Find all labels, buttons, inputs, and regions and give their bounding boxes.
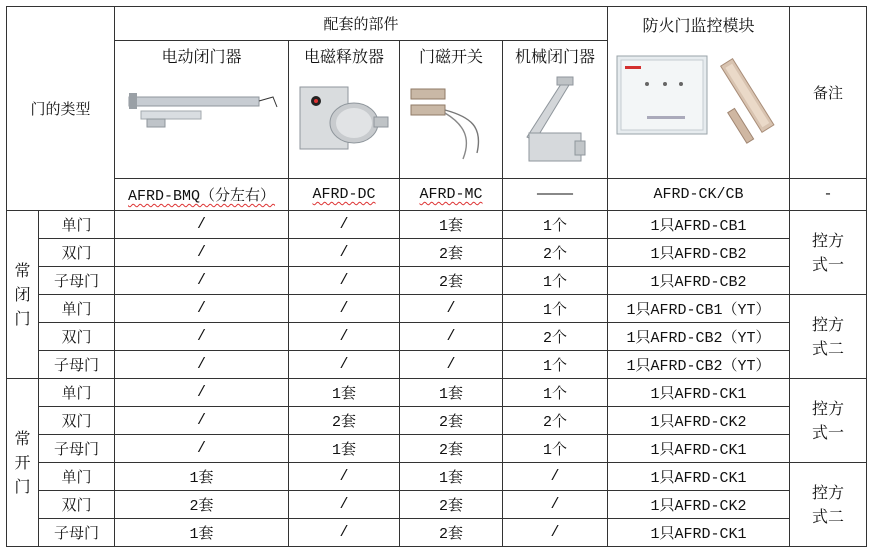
table-cell: 1只AFRD-CB2 [608, 239, 790, 267]
table-cell: / [115, 407, 289, 435]
magnetic-door-switch-icon [401, 67, 501, 167]
table-cell: / [115, 211, 289, 239]
table-cell: / [400, 351, 503, 379]
electromagnetic-release-icon [290, 67, 398, 167]
table-cell: 1套 [289, 379, 400, 407]
table-cell: 1套 [400, 379, 503, 407]
table-cell: 2套 [400, 519, 503, 547]
part-electromagnetic-release [289, 41, 400, 179]
monitor-module-header-cell [608, 7, 790, 179]
table-cell: / [115, 435, 289, 463]
table-cell: 1只AFRD-CK1 [608, 379, 790, 407]
group-normally-open [7, 379, 39, 547]
table-cell: 2套 [115, 491, 289, 519]
matching-parts-header: 配套的部件 [115, 7, 608, 41]
table-cell: 1个 [503, 435, 608, 463]
table-cell: 2套 [289, 407, 400, 435]
door-type-cell: 单门 [39, 295, 115, 323]
table-cell: 2套 [400, 491, 503, 519]
table-cell: 1套 [400, 463, 503, 491]
table-cell: / [289, 239, 400, 267]
part-name: 电磁释放器 [304, 47, 385, 66]
table-cell: / [289, 491, 400, 519]
door-type-cell: 双门 [39, 491, 115, 519]
electric-door-closer-icon [117, 67, 287, 167]
table-cell: 1只AFRD-CB1（YT） [608, 295, 790, 323]
table-cell: / [115, 295, 289, 323]
table-cell: / [115, 323, 289, 351]
table-cell: / [115, 379, 289, 407]
table-cell: / [115, 351, 289, 379]
door-type-cell: 子母门 [39, 435, 115, 463]
remark-cell: 控方式二 [790, 295, 867, 379]
table-cell: / [400, 295, 503, 323]
door-type-cell: 单门 [39, 211, 115, 239]
fire-door-spec-table [6, 6, 867, 547]
monitor-module-header: 防火门监控模块 [642, 16, 755, 35]
part-electric-door-closer [115, 41, 289, 179]
table-cell: / [115, 267, 289, 295]
table-cell: 1只AFRD-CB2 [608, 267, 790, 295]
model-mechanical-door-closer: ———— [503, 179, 608, 211]
table-cell: / [289, 295, 400, 323]
table-cell: / [503, 463, 608, 491]
door-type-cell: 子母门 [39, 519, 115, 547]
table-cell: 1只AFRD-CB2（YT） [608, 351, 790, 379]
group-label: 常开门 [14, 428, 31, 496]
remark-cell: 控方式一 [790, 379, 867, 463]
table-cell: / [115, 239, 289, 267]
table-cell: 1个 [503, 211, 608, 239]
model-electric-door-closer: AFRD-BMQ（分左右） [115, 179, 289, 211]
door-type-cell: 子母门 [39, 351, 115, 379]
table-cell: 2套 [400, 407, 503, 435]
remark-cell: 控方式一 [790, 211, 867, 295]
group-label: 常闭门 [14, 260, 31, 328]
table-cell: / [289, 519, 400, 547]
door-type-cell: 双门 [39, 239, 115, 267]
part-mechanical-door-closer [503, 41, 608, 179]
table-cell: 1只AFRD-CK2 [608, 407, 790, 435]
table-cell: 1套 [115, 519, 289, 547]
table-cell: / [289, 463, 400, 491]
door-type-cell: 双门 [39, 407, 115, 435]
remarks-header: 备注 [790, 7, 867, 179]
door-type-cell: 单门 [39, 379, 115, 407]
group-normally-closed [7, 211, 39, 379]
part-name: 机械闭门器 [515, 47, 596, 66]
table-cell: 1套 [115, 463, 289, 491]
table-cell: 2个 [503, 239, 608, 267]
part-name: 门磁开关 [419, 47, 484, 66]
door-type-cell: 子母门 [39, 267, 115, 295]
door-type-header: 门的类型 [7, 7, 115, 211]
table-cell: 1只AFRD-CK1 [608, 463, 790, 491]
model-electromagnetic-release: AFRD-DC [289, 179, 400, 211]
table-cell: / [400, 323, 503, 351]
table-cell: / [289, 267, 400, 295]
table-cell: 2套 [400, 239, 503, 267]
table-cell: 2个 [503, 407, 608, 435]
table-cell: 1只AFRD-CB1 [608, 211, 790, 239]
part-name: 电动闭门器 [161, 47, 242, 66]
model-monitor-module: AFRD-CK/CB [608, 179, 790, 211]
monitor-module-icon [611, 36, 787, 154]
door-type-cell: 单门 [39, 463, 115, 491]
table-cell: 1个 [503, 351, 608, 379]
mechanical-door-closer-icon [505, 67, 605, 171]
table-cell: 1只AFRD-CK2 [608, 491, 790, 519]
table-cell: 2套 [400, 435, 503, 463]
table-cell: 1只AFRD-CK1 [608, 519, 790, 547]
table-cell: 1只AFRD-CK1 [608, 435, 790, 463]
table-cell: 1个 [503, 267, 608, 295]
table-cell: / [503, 519, 608, 547]
table-cell: 2套 [400, 267, 503, 295]
table-cell: 1个 [503, 295, 608, 323]
table-cell: 1套 [289, 435, 400, 463]
model-magnetic-door-switch: AFRD-MC [400, 179, 503, 211]
model-remarks: - [790, 179, 867, 211]
table-cell: 1个 [503, 379, 608, 407]
table-cell: / [289, 323, 400, 351]
table-cell: 1只AFRD-CB2（YT） [608, 323, 790, 351]
door-type-cell: 双门 [39, 323, 115, 351]
table-cell: 1套 [400, 211, 503, 239]
table-cell: / [289, 211, 400, 239]
part-magnetic-door-switch [400, 41, 503, 179]
table-cell: 2个 [503, 323, 608, 351]
remark-cell: 控方式二 [790, 463, 867, 547]
table-cell: / [503, 491, 608, 519]
table-cell: / [289, 351, 400, 379]
